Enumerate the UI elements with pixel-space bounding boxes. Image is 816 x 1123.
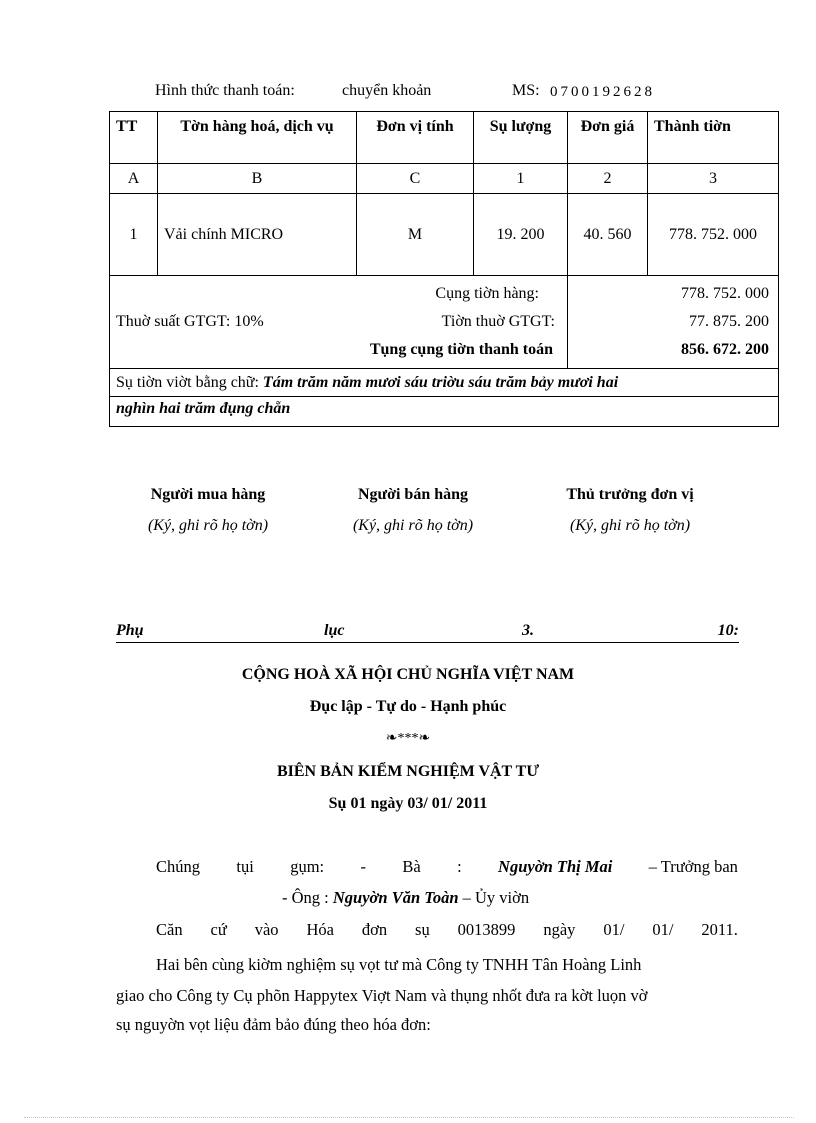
ba-label: Bà xyxy=(402,857,421,876)
appendix-word3: 3. xyxy=(522,622,534,639)
member1-name: Nguyờn Thị Mai xyxy=(498,857,613,876)
total-value: 856. 672. 200 xyxy=(681,341,769,358)
committee-line-2 xyxy=(282,884,529,912)
signature-seller-note: (Ký, ghi rõ họ tờn) xyxy=(352,517,474,534)
row-name: Vải chính MICRO xyxy=(158,194,357,276)
words-row xyxy=(110,369,779,397)
signature-buyer xyxy=(108,486,308,535)
invoice-table xyxy=(109,111,779,427)
totals-right-cell xyxy=(568,276,779,369)
table-code-row xyxy=(110,164,779,194)
ong-label: - Ông : xyxy=(282,888,329,907)
appendix-word4: 10: xyxy=(717,622,739,639)
header-amount: Thành tiờn xyxy=(648,112,779,164)
country-header: CỘNG HOÀ XÃ HỘI CHỦ NGHĨA VIỆT NAM xyxy=(241,666,575,683)
words-line2: nghìn hai trăm đụng chẵn xyxy=(110,397,779,427)
basis-word: 2011. xyxy=(701,920,738,939)
basis-word: 0013899 xyxy=(457,920,516,939)
total-label: Tụng cụng tiờn thanh toán xyxy=(369,341,553,358)
row-unit: M xyxy=(357,194,474,276)
basis-word: 01/ xyxy=(603,920,625,939)
intro-word2: tụi xyxy=(236,857,254,876)
header-name: Tờn hàng hoá, dịch vụ xyxy=(158,112,357,164)
signature-head-note: (Ký, ghi rõ họ tờn) xyxy=(569,517,691,534)
tax-value: 77. 875. 200 xyxy=(689,313,769,330)
tax-rate: Thuờ suất GTGT: 10% xyxy=(116,313,264,330)
basis-word: Căn xyxy=(156,920,183,939)
header-unit: Đơn vị tính xyxy=(357,112,474,164)
code-a: A xyxy=(110,164,158,194)
ms-label: MS: xyxy=(512,82,540,99)
totals-left-cell xyxy=(110,276,568,369)
motto: Đục lập - Tự do - Hạnh phúc xyxy=(309,698,507,715)
header-tt: TT xyxy=(110,112,158,164)
words-line1-cell xyxy=(110,369,779,397)
signature-seller xyxy=(313,486,513,535)
payment-label: Hình thức thanh toán: xyxy=(155,82,295,99)
table-row xyxy=(110,194,779,276)
signature-head xyxy=(530,486,730,535)
intro-dash: - xyxy=(360,857,366,876)
payment-method: chuyển khoản xyxy=(342,82,432,99)
signature-buyer-title: Người mua hàng xyxy=(150,486,266,503)
code-1: 1 xyxy=(474,164,568,194)
row-amount: 778. 752. 000 xyxy=(648,194,779,276)
document-title: BIÊN BẢN KIỂM NGHIỆM VẬT TƯ xyxy=(276,763,540,780)
words-row-2 xyxy=(110,397,779,427)
row-qty: 19. 200 xyxy=(474,194,568,276)
subtotal-value: 778. 752. 000 xyxy=(681,285,769,302)
document-number: Sụ 01 ngày 03/ 01/ 2011 xyxy=(328,795,488,812)
words-label: Sụ tiờn viờt bằng chữ: xyxy=(116,373,259,391)
basis-word: sụ xyxy=(415,920,430,939)
row-tt: 1 xyxy=(110,194,158,276)
code-c: C xyxy=(357,164,474,194)
signature-seller-title: Người bán hàng xyxy=(357,486,469,503)
row-price: 40. 560 xyxy=(568,194,648,276)
basis-word: ngày xyxy=(543,920,576,939)
subtotal-label: Cụng tiờn hàng: xyxy=(435,285,539,302)
signature-buyer-note: (Ký, ghi rõ họ tờn) xyxy=(147,517,269,534)
appendix-word2: lục xyxy=(324,622,345,639)
intro-word3: gụm: xyxy=(290,857,325,876)
intro-word1: Chúng xyxy=(156,857,201,876)
signature-head-title: Thủ trưởng đơn vị xyxy=(566,486,694,503)
appendix-word1: Phụ xyxy=(116,622,144,639)
committee-line-1 xyxy=(156,853,738,881)
ba-colon: : xyxy=(457,857,462,876)
header-qty: Sụ lượng xyxy=(474,112,568,164)
basis-word: vào xyxy=(254,920,279,939)
appendix-heading xyxy=(116,622,739,643)
basis-word: Hóa xyxy=(306,920,334,939)
member2-name: Nguyờn Văn Toàn xyxy=(332,888,459,907)
basis-line xyxy=(156,916,738,944)
basis-word: cứ xyxy=(210,920,227,939)
tax-label: Tiờn thuờ GTGT: xyxy=(441,313,555,330)
ms-value: 0700192628 xyxy=(550,84,655,100)
paragraph-line-2: giao cho Công ty Cụ phõn Happytex Viợt Nam và thụng nhốt đưa ra kờt luọn vờ xyxy=(116,986,648,1005)
page-bottom-divider xyxy=(24,1117,794,1118)
basis-word: đơn xyxy=(361,920,388,939)
totals-row xyxy=(110,276,779,369)
member2-role: – Ủy viờn xyxy=(462,888,530,907)
code-2: 2 xyxy=(568,164,648,194)
ornament: ❧***❧ xyxy=(385,731,431,746)
code-3: 3 xyxy=(648,164,779,194)
member1-role: – Trưởng ban xyxy=(648,857,738,876)
paragraph-line-3: sụ nguyờn vọt liệu đảm bảo đúng theo hóa đơn: xyxy=(116,1015,431,1034)
table-header-row xyxy=(110,112,779,164)
paragraph-line-1: Hai bên cùng kiờm nghiệm sụ vọt tư mà Công ty TNHH Tân Hoàng Linh xyxy=(156,955,642,974)
header-price: Đơn giá xyxy=(568,112,648,164)
code-b: B xyxy=(158,164,357,194)
basis-word: 01/ xyxy=(652,920,674,939)
words-line1: Tám trăm năm mươi sáu triờu sáu trăm bảy mươi hai xyxy=(262,373,619,391)
